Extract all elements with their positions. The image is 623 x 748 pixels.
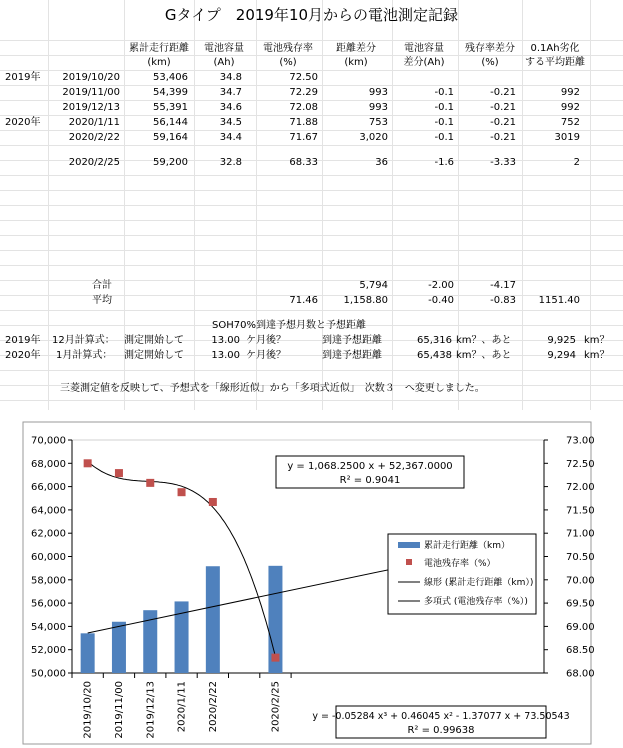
cell-sdiff-5: -3.33 xyxy=(490,157,516,168)
left-axis-tick-label: 54,000 xyxy=(31,621,66,633)
right-axis-tick-label: 69.50 xyxy=(566,598,595,610)
total-label: 合計 xyxy=(92,280,112,291)
forecast-year-1: 2019年 xyxy=(5,335,41,346)
left-axis-tick-label: 50,000 xyxy=(31,668,66,680)
header-cdiff-2: 差分(Ah) xyxy=(403,57,445,68)
poly-fit-label xyxy=(312,706,569,738)
left-axis-tick-label: 52,000 xyxy=(31,645,66,657)
method-note: 三菱測定値を反映して、予想式を「線形近似」から「多項式近似」 次数３ へ変更しました。 xyxy=(60,383,485,394)
cell-per-3: 752 xyxy=(560,117,580,128)
forecast-reach-2: 到達予想距離 xyxy=(322,350,382,361)
linear-fit-equation: y = 1,068.2500 x + 52,367.0000 xyxy=(287,461,453,472)
header-ddiff-1: 距離差分 xyxy=(336,43,376,54)
x-axis-tick-label: 2020/2/25 xyxy=(270,681,282,733)
cell-cdiff-1: -0.1 xyxy=(434,87,454,98)
cell-per-2: 992 xyxy=(560,102,580,113)
right-axis-tick-label: 70.00 xyxy=(566,575,595,587)
header-soh-2: (%) xyxy=(279,57,297,68)
forecast-label-2: 1月計算式： xyxy=(56,350,113,361)
cell-cdiff-3: -0.1 xyxy=(434,117,454,128)
marker-soh xyxy=(209,498,217,506)
poly-fit-equation: y = -0.05284 x³ + 0.46045 x² - 1.37077 x + 73.50543 xyxy=(312,711,570,722)
marker-soh xyxy=(115,469,123,477)
cell-year-3: 2020年 xyxy=(5,117,41,128)
x-axis-tick-label: 2020/2/22 xyxy=(207,681,219,733)
header-soh-1: 電池残存率 xyxy=(263,43,313,54)
cell-sdiff-2: -0.21 xyxy=(490,102,516,113)
x-axis-tick-label: 2019/10/20 xyxy=(82,681,94,739)
cell-soh-3: 71.88 xyxy=(289,117,318,128)
forecast-rest-2: 9,294 xyxy=(547,350,576,361)
left-axis-tick-label: 62,000 xyxy=(31,528,66,540)
cell-date-3: 2020/1/11 xyxy=(68,117,120,128)
cell-sdiff-1: -0.21 xyxy=(490,87,516,98)
cell-soh-4: 71.67 xyxy=(289,132,318,143)
cell-date-0: 2019/10/20 xyxy=(62,72,120,83)
forecast-months-2: 13.00 xyxy=(211,350,240,361)
cell-year-0: 2019年 xyxy=(5,72,41,83)
cell-cdiff-4: -0.1 xyxy=(434,132,454,143)
header-per-1: 0.1Ah劣化 xyxy=(530,43,580,54)
legend-bar-swatch xyxy=(398,542,420,548)
forecast-km-1: 65,316 xyxy=(417,335,452,346)
legend-bar-label: 累計走行距離（km） xyxy=(424,541,510,551)
forecast-unit-1: ケ月後？ xyxy=(246,335,286,346)
average-cdiff: -0.40 xyxy=(428,295,454,306)
forecast-start-2: 測定開始して xyxy=(124,350,184,361)
left-axis-tick-label: 60,000 xyxy=(31,552,66,563)
x-axis-tick-label: 2019/12/13 xyxy=(145,681,157,739)
legend-poly-label: 多項式 (電池残存率（%）) xyxy=(424,597,528,607)
forecast-km-2: 65,438 xyxy=(417,350,452,361)
cell-cdiff-2: -0.1 xyxy=(434,102,454,113)
bar-distance xyxy=(206,566,220,673)
left-axis-tick-label: 58,000 xyxy=(31,575,66,587)
average-per: 1151.40 xyxy=(538,295,580,306)
header-cap-1: 電池容量 xyxy=(204,43,244,54)
marker-soh xyxy=(178,488,186,496)
header-dist-1: 累計走行距離 xyxy=(129,43,189,54)
header-sdiff-1: 残存率差分 xyxy=(465,43,515,54)
cell-cap-4: 34.4 xyxy=(219,132,242,143)
forecast-year-2: 2020年 xyxy=(5,350,41,361)
cell-ddiff-3: 753 xyxy=(368,117,388,128)
cell-cap-0: 34.8 xyxy=(219,72,242,83)
cell-date-2: 2019/12/13 xyxy=(62,102,120,113)
total-cdiff: -2.00 xyxy=(428,280,454,291)
cell-cap-5: 32.8 xyxy=(219,157,242,168)
left-axis-tick-label: 56,000 xyxy=(31,598,66,610)
forecast-restunit-2: km？ xyxy=(584,350,610,361)
cell-per-4: 3019 xyxy=(554,132,580,143)
cell-soh-0: 72.50 xyxy=(289,72,318,83)
cell-soh-5: 68.33 xyxy=(289,157,318,168)
x-axis-tick-label: 2019/11/00 xyxy=(113,681,125,739)
header-per-2: する平均距離 xyxy=(525,57,585,68)
forecast-unit-2: ケ月後？ xyxy=(246,350,286,361)
average-sdiff: -0.83 xyxy=(490,295,516,306)
header-cdiff-1: 電池容量 xyxy=(404,43,444,54)
cell-dist-2: 55,391 xyxy=(153,102,188,113)
right-axis-tick-label: 71.50 xyxy=(566,505,595,517)
right-axis-tick-label: 68.00 xyxy=(566,668,595,680)
right-axis-tick-label: 73.00 xyxy=(566,435,595,447)
right-axis-tick-label: 71.00 xyxy=(566,528,595,540)
cell-soh-1: 72.29 xyxy=(289,87,318,98)
right-axis-tick-label: 72.50 xyxy=(566,458,595,470)
linear-fit-label xyxy=(276,456,464,488)
cell-dist-3: 56,144 xyxy=(153,117,188,128)
forecast-label-1: 12月計算式： xyxy=(52,335,115,346)
cell-sdiff-3: -0.21 xyxy=(490,117,516,128)
legend-marker-label: 電池残存率（%） xyxy=(424,559,496,569)
right-axis-tick-label: 68.50 xyxy=(566,645,595,657)
battery-chart xyxy=(0,418,623,748)
cell-date-4: 2020/2/22 xyxy=(68,132,120,143)
forecast-months-1: 13.00 xyxy=(211,335,240,346)
marker-soh xyxy=(271,654,279,662)
bar-distance xyxy=(112,622,126,673)
header-dist-2: (km) xyxy=(147,57,171,68)
marker-soh xyxy=(84,459,92,467)
forecast-kmtext-2: km？、あと xyxy=(456,350,512,361)
cell-sdiff-4: -0.21 xyxy=(490,132,516,143)
left-axis-tick-label: 64,000 xyxy=(31,505,66,517)
header-ddiff-2: (km) xyxy=(344,57,368,68)
cell-dist-0: 53,406 xyxy=(153,72,188,83)
cell-ddiff-5: 36 xyxy=(375,157,388,168)
legend-linear-label: 線形 (累計走行距離（km）) xyxy=(424,578,534,588)
cell-cap-1: 34.7 xyxy=(219,87,242,98)
marker-soh xyxy=(146,479,154,487)
forecast-reach-1: 到達予想距離 xyxy=(322,335,382,346)
average-soh: 71.46 xyxy=(289,295,318,306)
cell-cap-3: 34.5 xyxy=(219,117,242,128)
forecast-kmtext-1: km？、あと xyxy=(456,335,512,346)
forecast-rest-1: 9,925 xyxy=(547,335,576,346)
cell-cap-2: 34.6 xyxy=(219,102,242,113)
right-axis-tick-label: 72.00 xyxy=(566,482,595,494)
cell-ddiff-1: 993 xyxy=(368,87,388,98)
bar-distance xyxy=(81,633,95,673)
page-title: Gタイプ 2019年10月からの電池測定記録 xyxy=(164,6,459,24)
forecast-restunit-1: km？ xyxy=(584,335,610,346)
cell-ddiff-4: 3,020 xyxy=(359,132,388,143)
linear-fit-r2: R² = 0.9041 xyxy=(339,475,401,486)
x-axis-tick-label: 2020/1/11 xyxy=(176,681,188,733)
cell-dist-4: 59,164 xyxy=(153,132,188,143)
chart-legend xyxy=(388,534,536,614)
left-axis-tick-label: 66,000 xyxy=(31,482,66,494)
cell-per-5: 2 xyxy=(573,157,580,168)
left-axis-tick-label: 68,000 xyxy=(31,458,66,470)
average-ddiff: 1,158.80 xyxy=(343,295,388,306)
cell-per-1: 992 xyxy=(560,87,580,98)
header-cap-2: (Ah) xyxy=(213,57,235,68)
cell-ddiff-2: 993 xyxy=(368,102,388,113)
total-sdiff: -4.17 xyxy=(490,280,516,291)
total-ddiff: 5,794 xyxy=(359,280,388,291)
cell-date-5: 2020/2/25 xyxy=(68,157,120,168)
left-axis-tick-label: 70,000 xyxy=(31,435,66,447)
cell-cdiff-5: -1.6 xyxy=(434,157,454,168)
cell-dist-1: 54,399 xyxy=(153,87,188,98)
right-axis-tick-label: 69.00 xyxy=(566,621,595,633)
cell-date-1: 2019/11/00 xyxy=(62,87,120,98)
cell-soh-2: 72.08 xyxy=(289,102,318,113)
average-label: 平均 xyxy=(92,295,112,306)
right-axis-tick-label: 70.50 xyxy=(566,552,595,563)
poly-fit-r2: R² = 0.99638 xyxy=(407,725,475,736)
cell-dist-5: 59,200 xyxy=(153,157,188,168)
soh-forecast-title: SOH70%到達予想月数と予想距離 xyxy=(212,320,366,331)
header-sdiff-2: (%) xyxy=(481,57,499,68)
forecast-start-1: 測定開始して xyxy=(124,335,184,346)
legend-marker-swatch xyxy=(406,559,412,565)
